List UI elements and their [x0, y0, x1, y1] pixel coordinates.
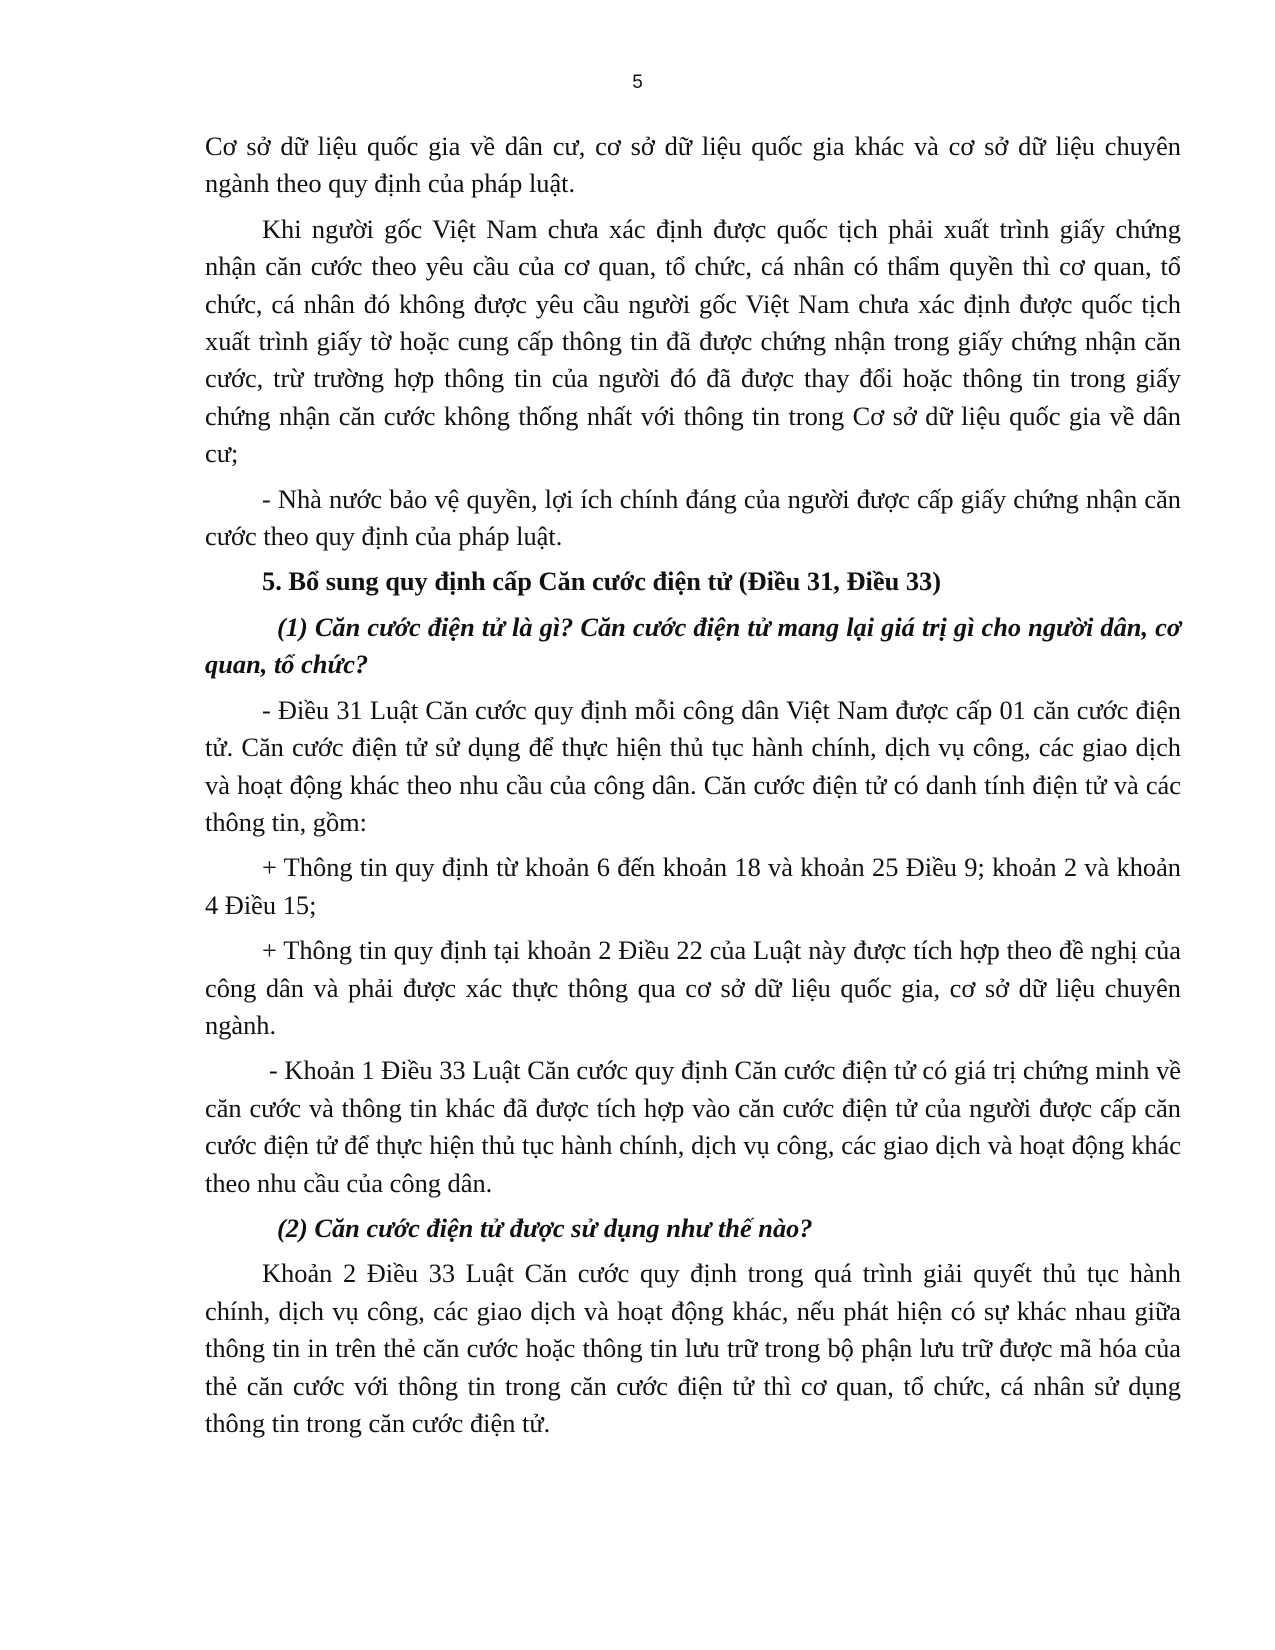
paragraph-continuation: Cơ sở dữ liệu quốc gia về dân cư, cơ sở dữ liệu quốc gia khác và cơ sở dữ liệu chuyên ngành theo quy định của pháp luật. [205, 131, 1181, 199]
subheading-what-is-eid: (1) Căn cước điện tử là gì? Căn cước điện tử mang lại giá trị gì cho người dân, cơ quan, tổ chức? [205, 611, 1181, 680]
page-number: 5 [632, 72, 643, 93]
paragraph-article-33-clause-1: - Khoản 1 Điều 33 Luật Căn cước quy định Căn cước điện tử có giá trị chứng minh về căn cước và thông tin khác đã được tích hợp vào căn cước điện tử của người được cấp căn cước điện tử để thực hiện thủ tục hành chính, dịch vụ công, các giao dịch và hoạt động khác theo nhu cầu của công dân. [205, 1055, 1181, 1198]
subheading-how-used: (2) Căn cước điện tử được sử dụng như thế nào? [277, 1212, 813, 1243]
paragraph-info-list-1: + Thông tin quy định từ khoản 6 đến khoản 18 và khoản 25 Điều 9; khoản 2 và khoản 4 Điều 15; [205, 852, 1181, 920]
paragraph-info-list-2: + Thông tin quy định tại khoản 2 Điều 22 của Luật này được tích hợp theo đề nghị của công dân và phải được xác thực thông qua cơ sở dữ liệu quốc gia, cơ sở dữ liệu chuyên ngành. [205, 935, 1181, 1040]
paragraph-article-31: - Điều 31 Luật Căn cước quy định mỗi công dân Việt Nam được cấp 01 căn cước điện tử. Căn cước điện tử sử dụng để thực hiện thủ tục hành chính, dịch vụ công, các giao dịch và hoạt động khác theo nhu cầu của công dân. Căn cước điện tử có danh tính điện tử và các thông tin, gồm: [205, 694, 1181, 837]
paragraph-nationality: Khi người gốc Việt Nam chưa xác định được quốc tịch phải xuất trình giấy chứng nhận căn cước theo yêu cầu của cơ quan, tổ chức, cá nhân có thẩm quyền thì cơ quan, tổ chức, cá nhân đó không được yêu cầu người gốc Việt Nam chưa xác định được quốc tịch xuất trình giấy tờ hoặc cung cấp thông tin đã được chứng nhận trong giấy chứng nhận căn cước, trừ trường hợp thông tin của người đó đã được thay đổi hoặc thông tin trong giấy chứng nhận căn cước không thống nhất với thông tin trong Cơ sở dữ liệu quốc gia về dân cư; [205, 213, 1181, 469]
section-heading-5: 5. Bổ sung quy định cấp Căn cước điện tử (Điều 31, Điều 33) [262, 566, 942, 597]
paragraph-article-33-clause-2: Khoản 2 Điều 33 Luật Căn cước quy định trong quá trình giải quyết thủ tục hành chính, dịch vụ công, các giao dịch và hoạt động khác, nếu phát hiện có sự khác nhau giữa thông tin in trên thẻ căn cước hoặc thông tin lưu trữ trong bộ phận lưu trữ được mã hóa của thẻ căn cước với thông tin trong căn cước điện tử thì cơ quan, tổ chức, cá nhân sử dụng thông tin trong căn cước điện tử. [205, 1258, 1181, 1438]
paragraph-state-protection: - Nhà nước bảo vệ quyền, lợi ích chính đáng của người được cấp giấy chứng nhận căn cước theo quy định của pháp luật. [205, 483, 1181, 552]
document-body [205, 128, 1181, 1450]
